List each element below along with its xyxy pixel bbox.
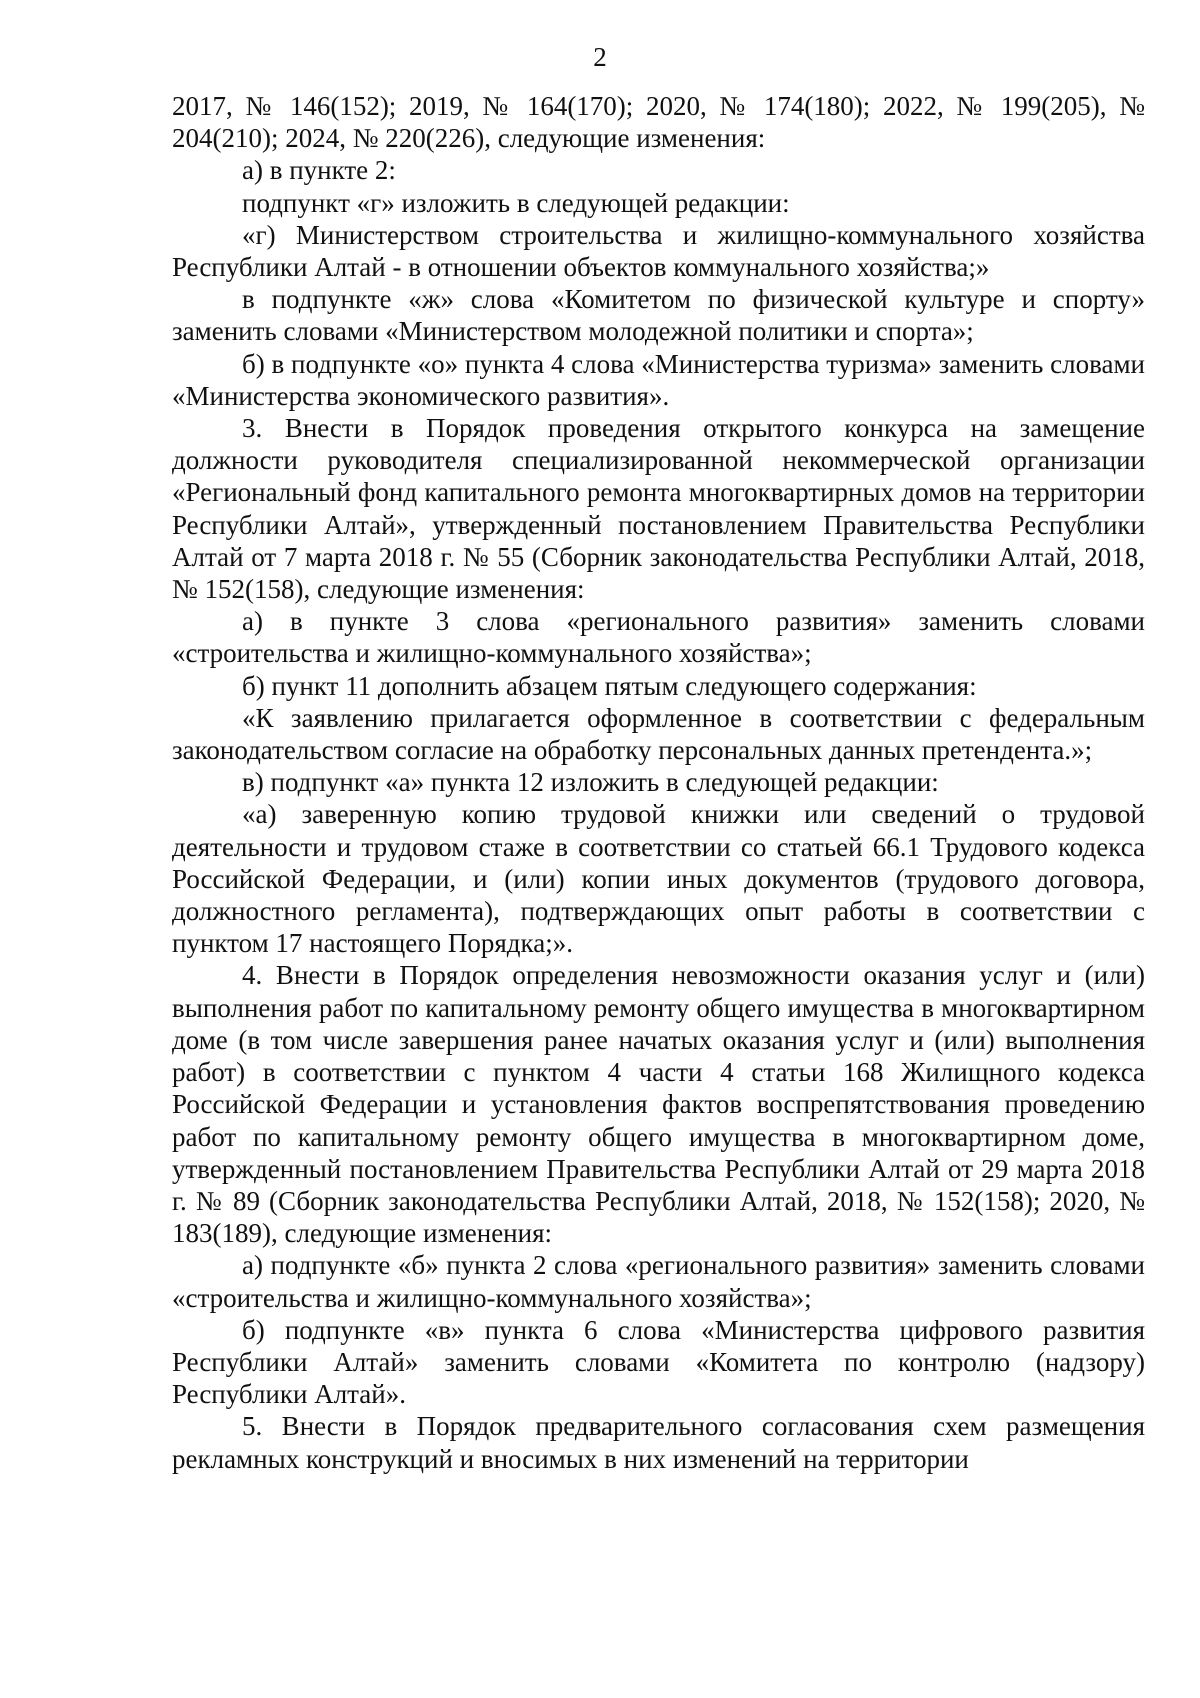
- paragraph: в) подпункт «а» пункта 12 изложить в следующей редакции:: [242, 767, 939, 798]
- page-number: 2: [593, 42, 607, 72]
- paragraph: б) подпункте «в» пункта 6 слова «Министерства цифрового развития Республики Алтай» заменить словами «Комитета по контролю (надзору) Республики Алтай».: [172, 1314, 1145, 1410]
- paragraph: в подпункте «ж» слова «Комитетом по физической культуре и спорту» заменить словами «Министерством молодежной политики и спорта»;: [172, 284, 1145, 347]
- paragraph: подпункт «г» изложить в следующей редакции:: [242, 187, 790, 218]
- paragraph: 5. Внести в Порядок предварительного согласования схем размещения рекламных конструкций и вносимых в них изменений на территории: [172, 1411, 1145, 1474]
- paragraph: «г) Министерством строительства и жилищно-коммунального хозяйства Республики Алтай - в отношении объектов коммунального хозяйства;»: [172, 219, 1145, 283]
- paragraph: а) в пункте 2:: [242, 155, 396, 186]
- paragraph: 4. Внести в Порядок определения невозможности оказания услуг и (или) выполнения работ по капитальному ремонту общего имущества в многоквартирном доме (в том числе завершения ранее начатых оказания услуг и (или) выполнения работ) в соответствии с пунктом 4 части 4 статьи 168 Жилищного кодекса Российской Федерации и установления фактов воспрепятствования проведению работ по капитальному ремонту общего имущества в многоквартирном доме, утвержденный постановлением Правительства Республики Алтай от 29 марта 2018 г. № 89 (Сборник законодательства Республики Алтай, 2018, № 152(158); 2020, № 183(189), следующие изменения:: [172, 960, 1145, 1249]
- paragraph: б) пункт 11 дополнить абзацем пятым следующего содержания:: [242, 670, 977, 701]
- paragraph: б) в подпункте «о» пункта 4 слова «Министерства туризма» заменить словами «Министерства экономического развития».: [172, 348, 1145, 411]
- paragraph: 3. Внести в Порядок проведения открытого конкурса на замещение должности руководителя специализированной некоммерческой организации «Региональный фонд капитального ремонта многоквартирных домов на территории Республики Алтай», утвержденный постановлением Правительства Республики Алтай от 7 марта 2018 г. № 55 (Сборник законодательства Республики Алтай, 2018, № 152(158), следующие изменения:: [172, 413, 1145, 605]
- document-body: [172, 90, 1145, 1475]
- paragraph-continuation: 2017, № 146(152); 2019, № 164(170); 2020, № 174(180); 2022, № 199(205), № 204(210); 2024, № 220(226), следующие изменения:: [172, 91, 1145, 154]
- paragraph: а) в пункте 3 слова «регионального развития» заменить словами «строительства и жилищно-коммунального хозяйства»;: [172, 606, 1145, 669]
- paragraph: «К заявлению прилагается оформленное в соответствии с федеральным законодательством согласие на обработку персональных данных претендента.»;: [172, 702, 1145, 766]
- paragraph: «а) заверенную копию трудовой книжки или сведений о трудовой деятельности и трудовом стаже в соответствии со статьей 66.1 Трудового кодекса Российской Федерации, и (или) копии иных документов (трудового договора, должностного регламента), подтверждающих опыт работы в соответствии с пунктом 17 настоящего Порядка;».: [172, 799, 1145, 959]
- paragraph: а) подпункте «б» пункта 2 слова «регионального развития» заменить словами «строительства и жилищно-коммунального хозяйства»;: [172, 1250, 1145, 1313]
